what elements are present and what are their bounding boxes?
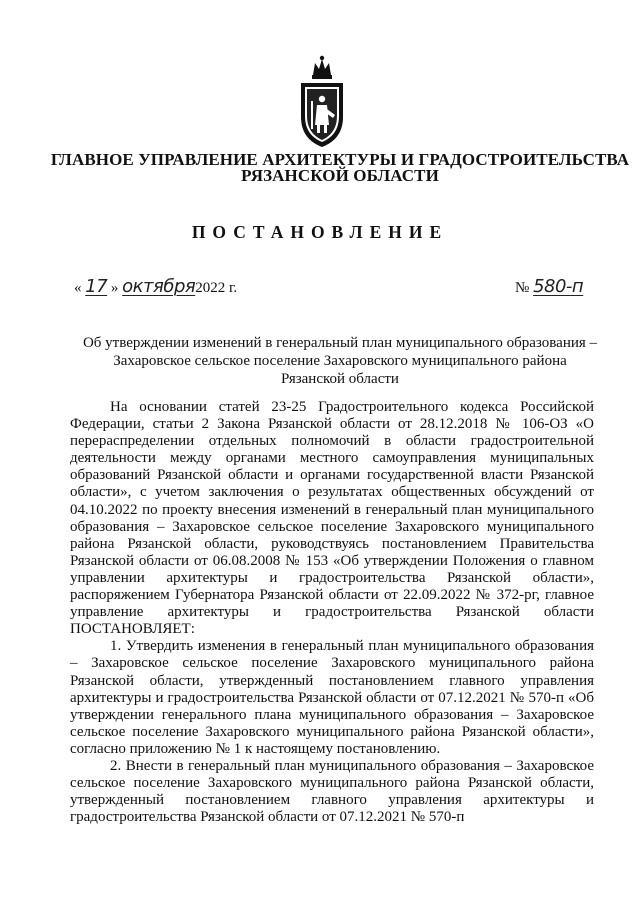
date-day-handwritten: 17 — [85, 276, 108, 297]
organization-name-line-1: ГЛАВНОЕ УПРАВЛЕНИЕ АРХИТЕКТУРЫ И ГРАДОСТРОИТЕЛЬСТВА — [50, 150, 630, 169]
document-body — [70, 399, 594, 826]
number-prefix: № — [515, 280, 530, 296]
date-quote-close: » — [110, 280, 119, 296]
date-month-handwritten: октября — [122, 276, 196, 297]
body-paragraph-preamble: На основании статей 23-25 Градостроительного кодекса Российской Федерации, статьи 2 Закона Рязанской области от 28.12.2018 № 106-ОЗ «О перераспределении отдельных полномочий в области градостроительной деятельности между органами местного самоуправления муниципальных образований Рязанской области и органами государственной власти Рязанской области», с учетом заключения о результатах общественных обсуждений от 04.10.2022 по проекту внесения изменений в генеральный план муниципального образования – Захаровское сельское поселение Захаровского муниципального района Рязанской области, руководствуясь постановлением Правительства Рязанской области от 06.08.2008 № 153 «Об утверждении Положения о главном управлении архитектуры и градостроительства Рязанской области», распоряжением Губернатора Рязанской области от 22.09.2022 № 372-рг, главное управление архитектуры и градостроительства Рязанской области ПОСТАНОВЛЯЕТ: — [70, 399, 594, 638]
date-quote-open: « — [74, 280, 82, 296]
coat-of-arms-emblem — [297, 55, 347, 150]
subject-line-3: Рязанской области — [281, 371, 399, 387]
subject-line-1: Об утверждении изменений в генеральный план муниципального образования – — [82, 335, 598, 351]
subject-line-2: Захаровское сельское поселение Захаровского муниципального района — [113, 353, 567, 369]
date-year: 2022 г. — [195, 280, 238, 296]
document-type-title: ПОСТАНОВЛЕНИЕ — [191, 222, 449, 242]
document-subject — [80, 334, 600, 388]
document-date — [74, 276, 237, 297]
number-handwritten: 580-п — [533, 276, 584, 297]
body-paragraph-item-1: 1. Утвердить изменения в генеральный план муниципального образования – Захаровское сельское поселение Захаровского муниципального района Рязанской области, утвержденный постановлением главного управления архитектуры и градостроительства Рязанской области от 07.12.2021 № 570-п «Об утверждении генерального плана муниципального образования – Захаровское сельское поселение Захаровского муниципального района Рязанской области», согласно приложению № 1 к настоящему постановлению. — [70, 638, 594, 757]
body-paragraph-item-2: 2. Внести в генеральный план муниципального образования – Захаровское сельское поселение Захаровского муниципального района Рязанской области, утвержденный постановлением главного управления архитектуры и градостроительства Рязанской области от 07.12.2021 № 570-п — [70, 757, 594, 826]
organization-name-line-2: РЯЗАНСКОЙ ОБЛАСТИ — [241, 166, 439, 185]
document-number — [515, 276, 583, 297]
